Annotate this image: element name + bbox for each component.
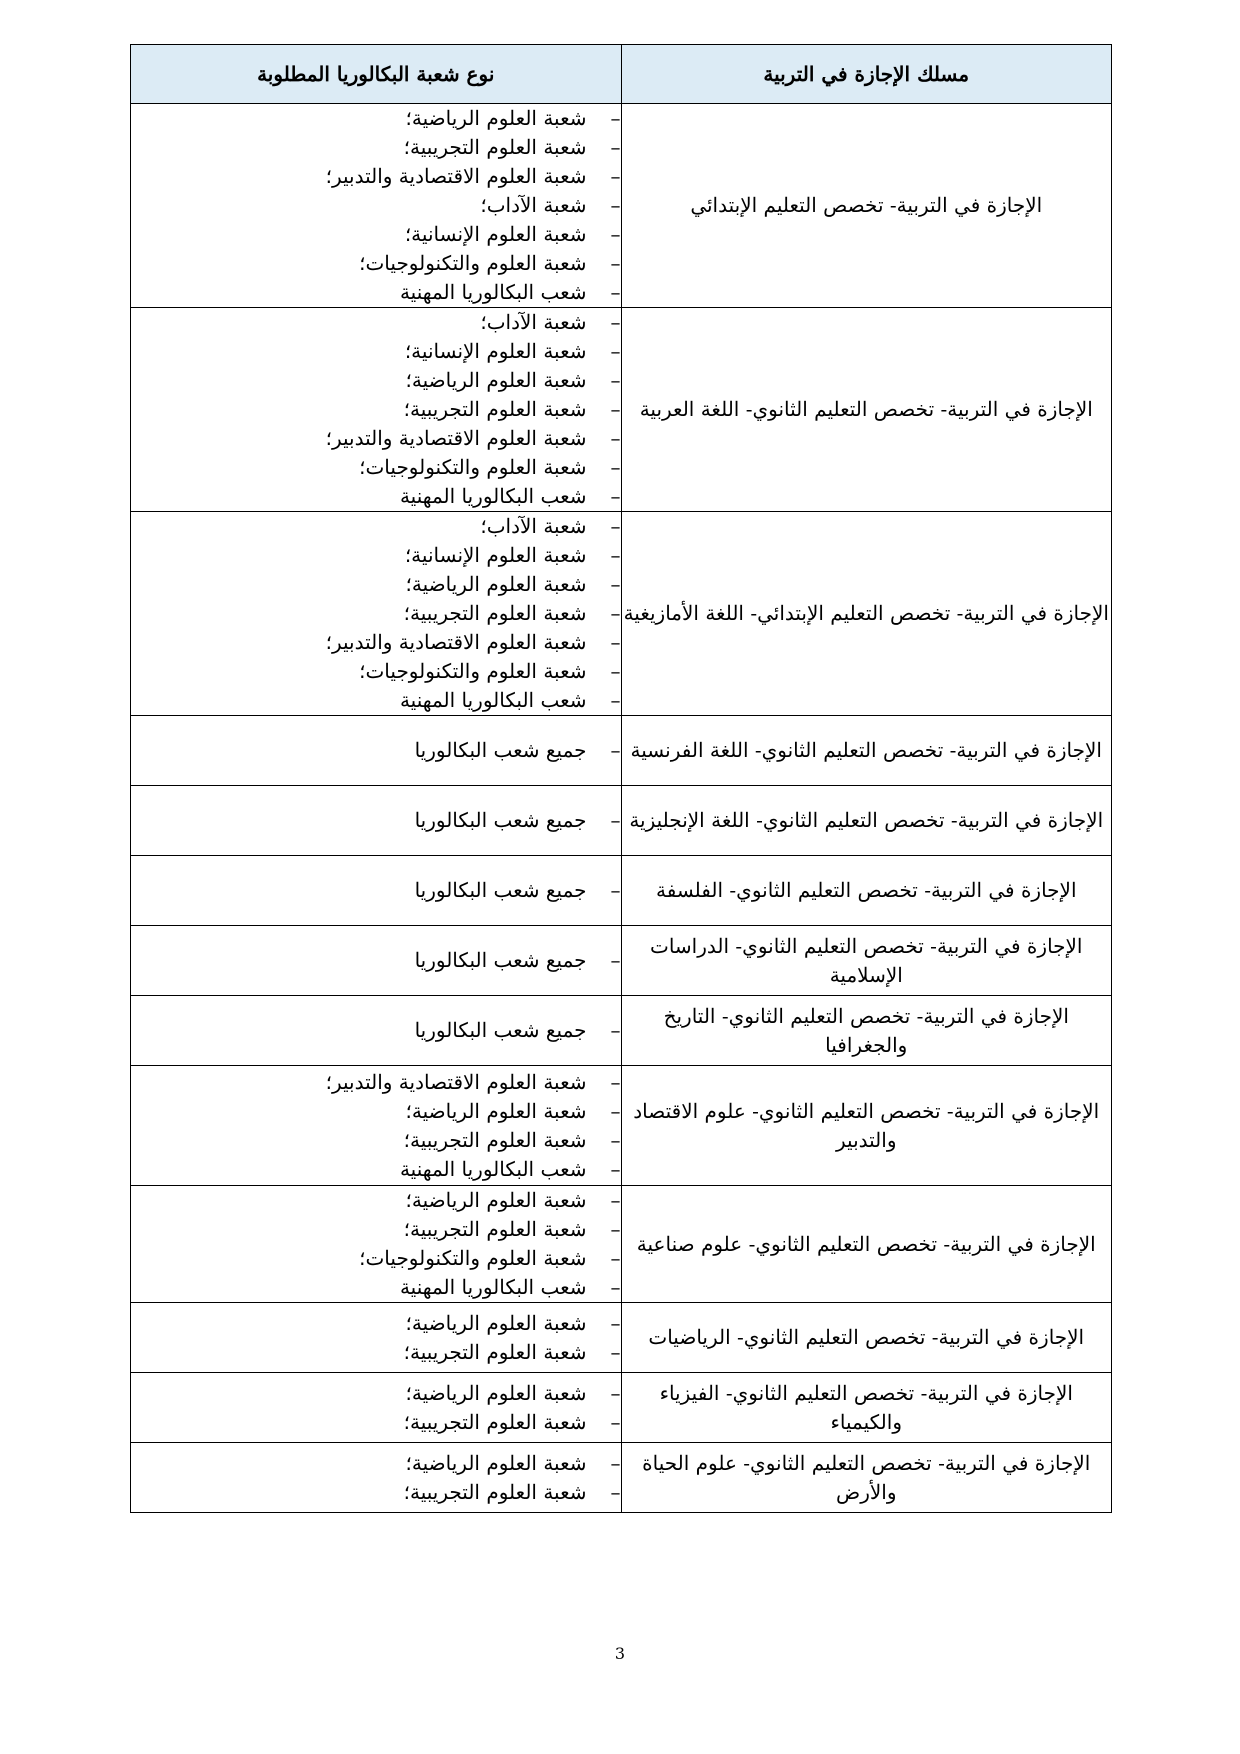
requirement-cell bbox=[131, 786, 622, 856]
requirement-list bbox=[131, 1016, 621, 1045]
program-cell: الإجازة في التربية- تخصص التعليم الثانوي- التاريخ والجغرافيا bbox=[621, 996, 1112, 1066]
requirement-list bbox=[131, 736, 621, 765]
requirement-item: – شعبة العلوم التجريبية؛ bbox=[131, 1215, 621, 1244]
requirement-item: – شعبة العلوم الاقتصادية والتدبير؛ bbox=[131, 1068, 621, 1097]
requirement-cell bbox=[131, 1443, 622, 1513]
requirement-item: – شعبة العلوم الرياضية؛ bbox=[131, 570, 621, 599]
requirement-cell bbox=[131, 308, 622, 512]
requirement-cell bbox=[131, 926, 622, 996]
program-cell: الإجازة في التربية- تخصص التعليم الثانوي- الدراسات الإسلامية bbox=[621, 926, 1112, 996]
table-row bbox=[131, 996, 1112, 1066]
program-cell: الإجازة في التربية- تخصص التعليم الثانوي- علوم صناعية bbox=[621, 1186, 1112, 1303]
program-cell: الإجازة في التربية- تخصص التعليم الثانوي- اللغة الفرنسية bbox=[621, 716, 1112, 786]
requirement-list bbox=[131, 308, 621, 511]
table-row bbox=[131, 1066, 1112, 1186]
program-cell: الإجازة في التربية- تخصص التعليم الثانوي- علوم الحياة والأرض bbox=[621, 1443, 1112, 1513]
requirement-list bbox=[131, 806, 621, 835]
requirement-cell bbox=[131, 1373, 622, 1443]
requirement-list bbox=[131, 512, 621, 715]
requirement-item: – شعبة العلوم الإنسانية؛ bbox=[131, 541, 621, 570]
program-cell: الإجازة في التربية- تخصص التعليم الإبتدائي bbox=[621, 104, 1112, 308]
requirement-list bbox=[131, 1068, 621, 1184]
requirement-item: – شعبة العلوم الرياضية؛ bbox=[131, 1309, 621, 1338]
requirement-item: – شعبة العلوم الرياضية؛ bbox=[131, 104, 621, 133]
program-cell: الإجازة في التربية- تخصص التعليم الثانوي- اللغة الإنجليزية bbox=[621, 786, 1112, 856]
program-cell: الإجازة في التربية- تخصص التعليم الثانوي- علوم الاقتصاد والتدبير bbox=[621, 1066, 1112, 1186]
table-row bbox=[131, 1186, 1112, 1303]
table-row bbox=[131, 926, 1112, 996]
requirement-list bbox=[131, 1379, 621, 1437]
requirement-item: – شعبة العلوم والتكنولوجيات؛ bbox=[131, 453, 621, 482]
requirement-item: – جميع شعب البكالوريا bbox=[131, 876, 621, 905]
requirement-item: – شعبة العلوم الاقتصادية والتدبير؛ bbox=[131, 424, 621, 453]
table-row bbox=[131, 104, 1112, 308]
requirement-list bbox=[131, 1186, 621, 1302]
table-header-row bbox=[131, 45, 1112, 104]
requirement-cell bbox=[131, 512, 622, 716]
requirement-item: – شعبة العلوم والتكنولوجيات؛ bbox=[131, 249, 621, 278]
header-program: مسلك الإجازة في التربية bbox=[621, 45, 1112, 104]
requirement-cell bbox=[131, 716, 622, 786]
requirement-cell bbox=[131, 996, 622, 1066]
requirement-list bbox=[131, 876, 621, 905]
header-requirement: نوع شعبة البكالوريا المطلوبة bbox=[131, 45, 622, 104]
program-cell: الإجازة في التربية- تخصص التعليم الثانوي- اللغة العربية bbox=[621, 308, 1112, 512]
requirement-item: – شعبة العلوم الرياضية؛ bbox=[131, 1186, 621, 1215]
requirement-cell bbox=[131, 1303, 622, 1373]
table-row bbox=[131, 716, 1112, 786]
program-cell: الإجازة في التربية- تخصص التعليم الثانوي- الفيزياء والكيمياء bbox=[621, 1373, 1112, 1443]
requirement-item: – شعبة العلوم الرياضية؛ bbox=[131, 366, 621, 395]
requirement-list bbox=[131, 1449, 621, 1507]
requirement-item: – شعبة العلوم التجريبية؛ bbox=[131, 1126, 621, 1155]
requirement-item: – جميع شعب البكالوريا bbox=[131, 946, 621, 975]
table-row bbox=[131, 1443, 1112, 1513]
requirement-item: – شعبة العلوم التجريبية؛ bbox=[131, 1338, 621, 1367]
requirement-item: – جميع شعب البكالوريا bbox=[131, 806, 621, 835]
requirement-item: – شعب البكالوريا المهنية bbox=[131, 1155, 621, 1184]
table-row bbox=[131, 786, 1112, 856]
requirement-item: – شعبة العلوم والتكنولوجيات؛ bbox=[131, 657, 621, 686]
requirement-item: – شعبة العلوم والتكنولوجيات؛ bbox=[131, 1244, 621, 1273]
requirement-item: – شعبة العلوم التجريبية؛ bbox=[131, 1478, 621, 1507]
requirement-cell bbox=[131, 104, 622, 308]
requirement-item: – شعبة العلوم الرياضية؛ bbox=[131, 1379, 621, 1408]
program-cell: الإجازة في التربية- تخصص التعليم الإبتدائي- اللغة الأمازيغية bbox=[621, 512, 1112, 716]
table-row bbox=[131, 308, 1112, 512]
requirement-item: – شعبة العلوم التجريبية؛ bbox=[131, 395, 621, 424]
requirement-list bbox=[131, 104, 621, 307]
requirement-item: – شعبة الآداب؛ bbox=[131, 512, 621, 541]
requirement-item: – شعبة الآداب؛ bbox=[131, 191, 621, 220]
requirement-list bbox=[131, 1309, 621, 1367]
program-cell: الإجازة في التربية- تخصص التعليم الثانوي- الفلسفة bbox=[621, 856, 1112, 926]
table-row bbox=[131, 1373, 1112, 1443]
requirement-item: – شعبة العلوم الإنسانية؛ bbox=[131, 220, 621, 249]
requirement-item: – جميع شعب البكالوريا bbox=[131, 736, 621, 765]
admission-requirements-table bbox=[130, 44, 1112, 1513]
program-cell: الإجازة في التربية- تخصص التعليم الثانوي- الرياضيات bbox=[621, 1303, 1112, 1373]
requirement-item: – شعبة العلوم الاقتصادية والتدبير؛ bbox=[131, 162, 621, 191]
table-row bbox=[131, 856, 1112, 926]
requirement-item: – شعبة العلوم التجريبية؛ bbox=[131, 133, 621, 162]
requirement-item: – شعبة العلوم الرياضية؛ bbox=[131, 1449, 621, 1478]
page-number: 3 bbox=[614, 1644, 626, 1663]
requirement-item: – شعب البكالوريا المهنية bbox=[131, 278, 621, 307]
requirement-cell bbox=[131, 1066, 622, 1186]
requirement-cell bbox=[131, 1186, 622, 1303]
requirement-item: – شعبة الآداب؛ bbox=[131, 308, 621, 337]
requirement-item: – جميع شعب البكالوريا bbox=[131, 1016, 621, 1045]
requirement-item: – شعب البكالوريا المهنية bbox=[131, 686, 621, 715]
table-row bbox=[131, 512, 1112, 716]
requirement-list bbox=[131, 946, 621, 975]
requirement-item: – شعبة العلوم الإنسانية؛ bbox=[131, 337, 621, 366]
requirement-item: – شعبة العلوم التجريبية؛ bbox=[131, 599, 621, 628]
table-body bbox=[131, 104, 1112, 1513]
requirement-item: – شعبة العلوم الرياضية؛ bbox=[131, 1097, 621, 1126]
requirement-item: – شعب البكالوريا المهنية bbox=[131, 1273, 621, 1302]
requirement-cell bbox=[131, 856, 622, 926]
requirement-item: – شعبة العلوم الاقتصادية والتدبير؛ bbox=[131, 628, 621, 657]
table-row bbox=[131, 1303, 1112, 1373]
requirement-item: – شعبة العلوم التجريبية؛ bbox=[131, 1408, 621, 1437]
requirement-item: – شعب البكالوريا المهنية bbox=[131, 482, 621, 511]
